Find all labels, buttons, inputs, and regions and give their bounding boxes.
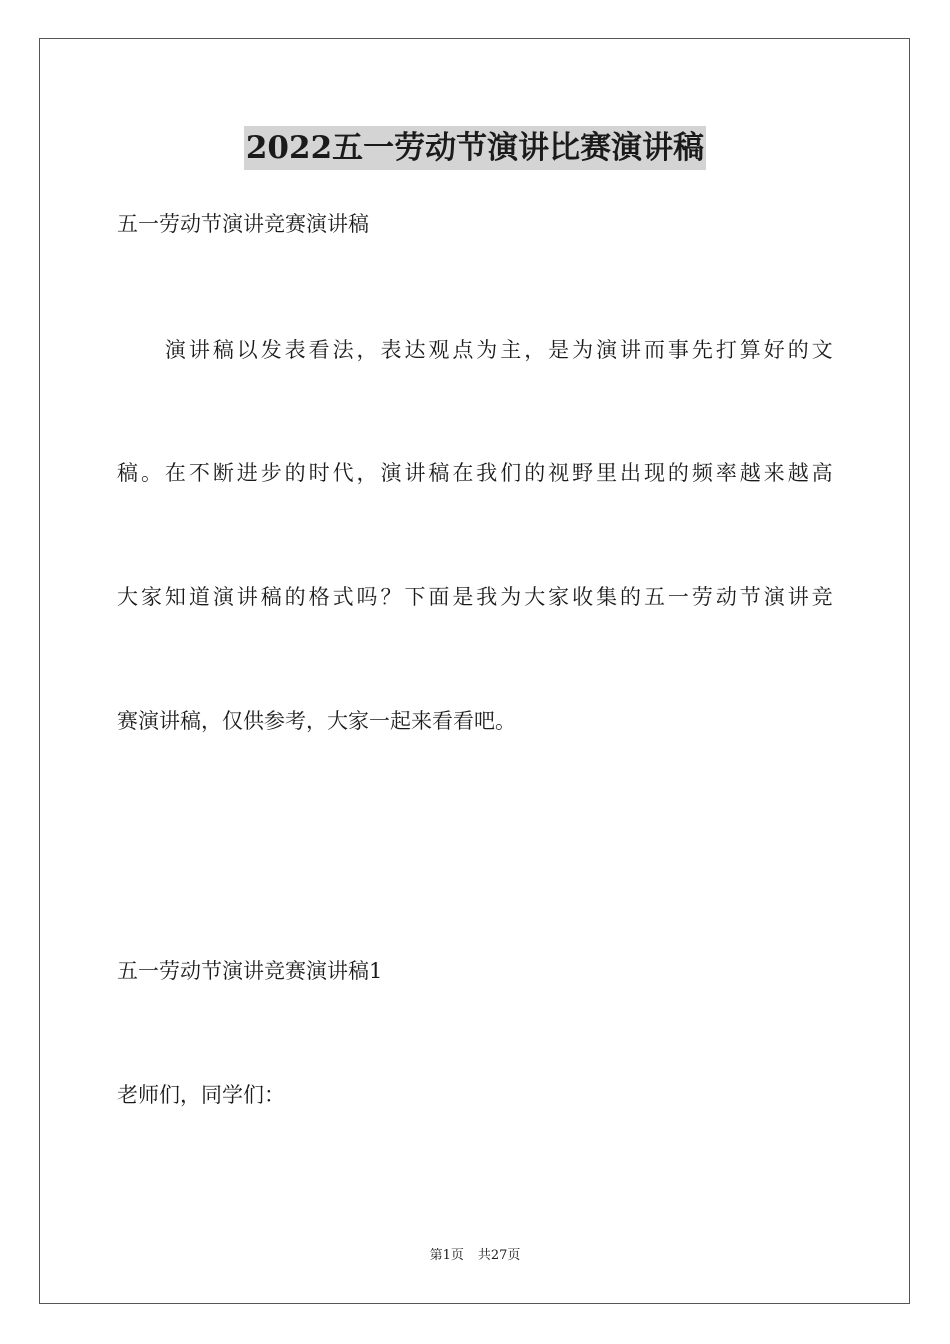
intro-char: 讲 xyxy=(787,585,809,609)
intro-char: 进 xyxy=(236,461,258,485)
intro-line-1 xyxy=(117,335,833,365)
intro-char: 主 xyxy=(500,338,522,362)
intro-char: 的 xyxy=(284,461,306,485)
intro-char: 演 xyxy=(380,461,402,485)
intro-char xyxy=(141,335,162,365)
intro-char: 的 xyxy=(524,461,546,485)
intro-char: 演 xyxy=(763,585,785,609)
intro-char: 越 xyxy=(739,461,761,485)
intro-char: 算 xyxy=(739,338,761,362)
intro-line-2 xyxy=(117,458,833,488)
intro-char: 越 xyxy=(787,461,809,485)
intro-char: 大 xyxy=(117,585,138,609)
intro-char: 演 xyxy=(596,338,618,362)
intro-char: ， xyxy=(356,461,378,485)
intro-char: 看 xyxy=(308,338,330,362)
intro-char: 五 xyxy=(643,585,665,609)
intro-char: 道 xyxy=(188,585,210,609)
intro-char: 讲 xyxy=(620,338,642,362)
intro-char: 一 xyxy=(667,585,689,609)
intro-char: 我 xyxy=(476,585,498,609)
intro-char: 讲 xyxy=(236,585,258,609)
page-number: 第1页 xyxy=(429,1248,464,1263)
intro-char: 为 xyxy=(572,338,594,362)
intro-char: 现 xyxy=(643,461,665,485)
intro-char: 知 xyxy=(164,585,186,609)
intro-char: 是 xyxy=(548,338,570,362)
intro-char: 频 xyxy=(691,461,713,485)
subtitle: 五一劳动节演讲竞赛演讲稿 xyxy=(117,212,369,236)
page-total: 共27页 xyxy=(477,1248,521,1263)
intro-char: 而 xyxy=(643,338,665,362)
page-footer xyxy=(0,1247,950,1265)
intro-char: 为 xyxy=(476,338,498,362)
intro-char: 面 xyxy=(428,585,450,609)
intro-char: 格 xyxy=(308,585,330,609)
intro-char: 是 xyxy=(452,585,474,609)
intro-char: 下 xyxy=(404,585,426,609)
intro-char: 以 xyxy=(236,338,258,362)
intro-char: 代 xyxy=(332,461,354,485)
intro-char: 稿 xyxy=(428,461,450,485)
intro-char: 步 xyxy=(260,461,282,485)
intro-char: 来 xyxy=(763,461,785,485)
intro-char: 断 xyxy=(212,461,234,485)
document-title: 2022五一劳动节演讲比赛演讲稿 xyxy=(244,126,706,170)
intro-line-3 xyxy=(117,582,833,612)
intro-char: 点 xyxy=(452,338,474,362)
intro-char: 为 xyxy=(500,585,522,609)
intro-char: 劳 xyxy=(691,585,713,609)
intro-char: 的 xyxy=(284,585,306,609)
intro-char: 时 xyxy=(308,461,330,485)
intro-char: 表 xyxy=(380,338,402,362)
intro-char: ？ xyxy=(380,585,402,609)
intro-char xyxy=(117,335,138,365)
intro-char: 讲 xyxy=(404,461,426,485)
intro-char: 不 xyxy=(188,461,210,485)
intro-char: 我 xyxy=(476,461,498,485)
intro-char: 竞 xyxy=(811,585,833,609)
intro-char: 达 xyxy=(404,338,426,362)
intro-char: 家 xyxy=(140,585,162,609)
intro-char: 集 xyxy=(596,585,618,609)
intro-char: 打 xyxy=(715,338,737,362)
section-heading: 五一劳动节演讲竞赛演讲稿1 xyxy=(117,959,383,983)
intro-char: ， xyxy=(356,338,378,362)
intro-char: 吗 xyxy=(356,585,378,609)
intro-char: 节 xyxy=(739,585,761,609)
salutation: 老师们，同学们： xyxy=(117,1083,285,1107)
intro-char: 的 xyxy=(667,461,689,485)
intro-char: 观 xyxy=(428,338,450,362)
intro-char: 在 xyxy=(452,461,474,485)
intro-char: 稿 xyxy=(212,338,234,362)
intro-char: 动 xyxy=(715,585,737,609)
intro-char: 出 xyxy=(620,461,642,485)
intro-char: 发 xyxy=(260,338,282,362)
intro-char: 里 xyxy=(596,461,618,485)
intro-char: 视 xyxy=(548,461,570,485)
intro-char: 演 xyxy=(212,585,234,609)
intro-char: 演 xyxy=(164,338,186,362)
intro-char: 们 xyxy=(500,461,522,485)
intro-char: 在 xyxy=(164,461,186,485)
intro-char: 法 xyxy=(332,338,354,362)
intro-char: 事 xyxy=(667,338,689,362)
intro-char: 稿 xyxy=(260,585,282,609)
intro-char: 讲 xyxy=(188,338,210,362)
intro-char: 收 xyxy=(572,585,594,609)
intro-char: 好 xyxy=(763,338,785,362)
intro-char: 表 xyxy=(284,338,306,362)
intro-char: 式 xyxy=(332,585,354,609)
intro-line-4: 赛演讲稿，仅供参考，大家一起来看看吧。 xyxy=(117,709,516,733)
intro-char: ， xyxy=(524,338,546,362)
intro-char: 大 xyxy=(524,585,546,609)
intro-char: 野 xyxy=(572,461,594,485)
title-container xyxy=(0,126,950,170)
intro-char: 高 xyxy=(811,461,833,485)
intro-char: 率 xyxy=(715,461,737,485)
intro-char: 文 xyxy=(811,338,833,362)
intro-char: 先 xyxy=(691,338,713,362)
intro-char: 的 xyxy=(620,585,642,609)
intro-char: 家 xyxy=(548,585,570,609)
intro-char: 。 xyxy=(140,461,162,485)
intro-char: 的 xyxy=(787,338,809,362)
intro-char: 稿 xyxy=(117,461,138,485)
